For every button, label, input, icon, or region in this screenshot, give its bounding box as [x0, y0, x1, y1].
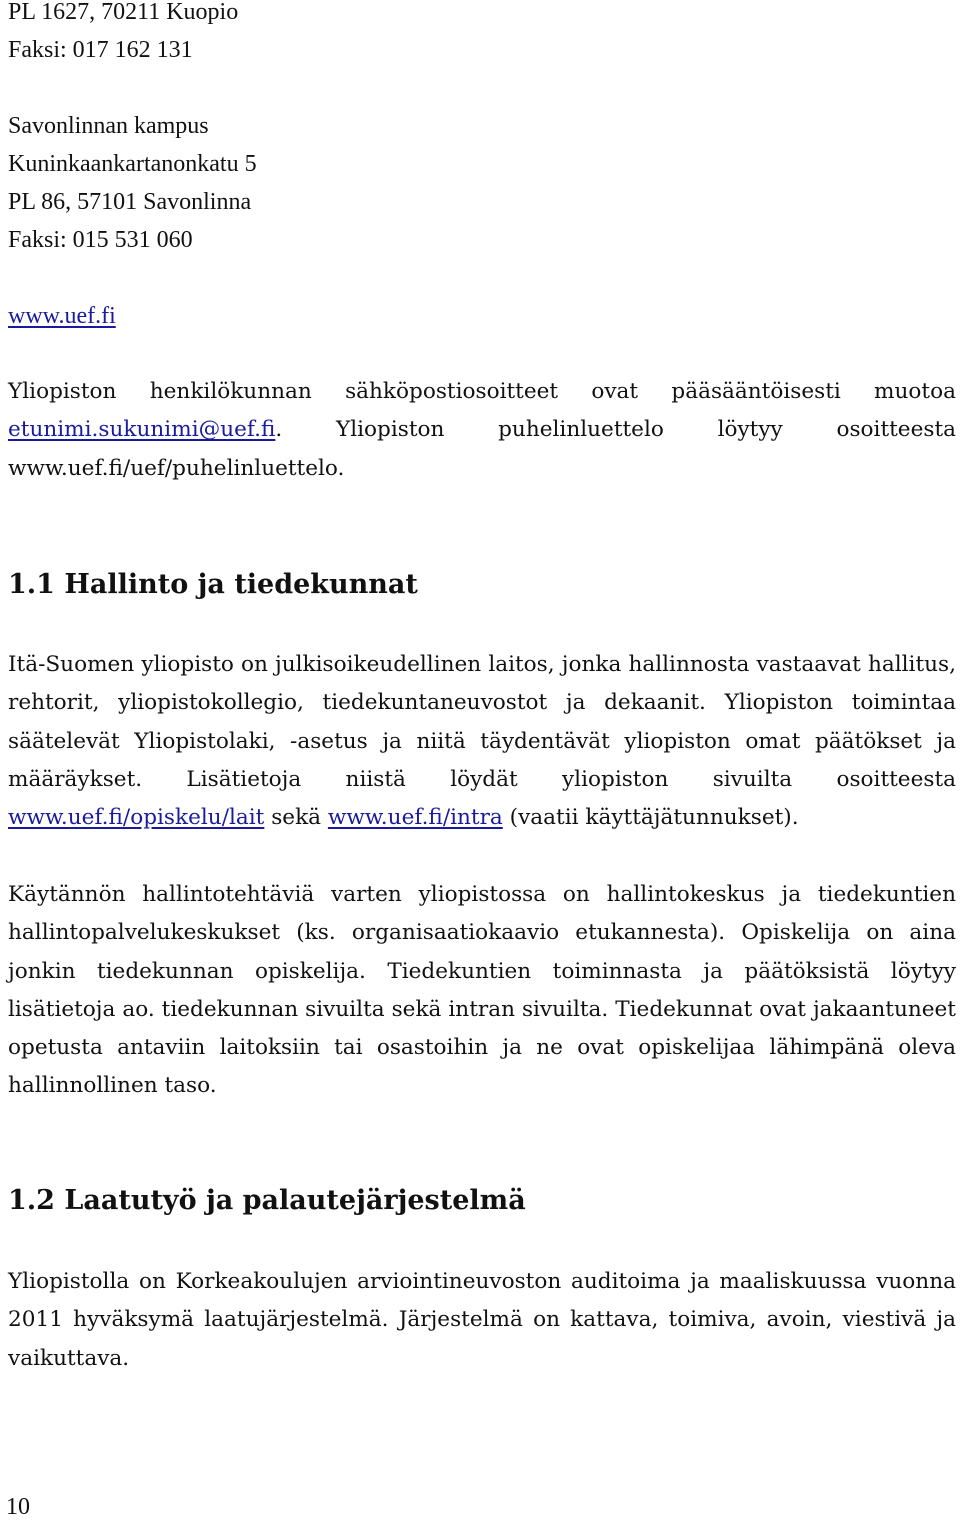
email-info-text: Yliopiston henkilökunnan sähköpostiosoitteet ovat pääsääntöisesti muotoa	[8, 379, 956, 404]
spacer	[8, 259, 257, 297]
credentials-note: (vaatii käyttäjätunnukset).	[502, 805, 799, 831]
section-heading-1-2: 1.2 Laatutyö ja palautejärjestelmä	[8, 1185, 526, 1216]
spacer	[8, 69, 257, 107]
website-link[interactable]: www.uef.fi	[8, 303, 116, 329]
section-1-1-paragraph-1	[8, 646, 956, 837]
page-number: 10	[6, 1494, 30, 1520]
connector-text: sekä	[264, 805, 328, 831]
section-heading-1-1: 1.1 Hallinto ja tiedekunnat	[8, 569, 418, 600]
email-info-paragraph	[8, 373, 956, 488]
savonlinna-street: Kuninkaankartanonkatu 5	[8, 151, 257, 177]
email-info-text-after: . Yliopiston puhelinluettelo löytyy osoitteesta	[275, 417, 956, 443]
kuopio-fax: Faksi: 017 162 131	[8, 37, 193, 63]
intra-link[interactable]: www.uef.fi/intra	[327, 805, 503, 831]
section-1-1-text: Itä-Suomen yliopisto on julkisoikeudellinen laitos, jonka hallinnosta vastaavat hallitus, rehtorit, yliopistokollegio, tiedekuntaneuvostot ja dekaanit. Yliopiston toimintaa säätelevät Yliopistolaki, -asetus ja niitä täydentävät yliopiston omat päätökset ja määräykset. Lisätietoja niistä löydät yliopiston sivuilta osoitteesta	[8, 652, 956, 792]
email-format-link[interactable]: etunimi.sukunimi@uef.fi	[8, 417, 276, 443]
savonlinna-campus: Savonlinnan kampus	[8, 113, 209, 139]
section-1-2-paragraph-1: Yliopistolla on Korkeakoulujen arviointineuvoston auditoima ja maaliskuussa vuonna 2011 hyväksymä laatujärjestelmä. Järjestelmä on kattava, toimiva, avoin, viestivä ja vaikuttava.	[8, 1269, 956, 1371]
section-1-1-paragraph-2: Käytännön hallintotehtäviä varten yliopistossa on hallintokeskus ja tiedekuntien hallintopalvelukeskukset (ks. organisaatiokaavio etukannesta). Opiskelija on aina jonkin tiedekunnan opiskelija. Tiedekuntien toiminnasta ja päätöksistä löytyy lisätietoja ao. tiedekunnan sivuilta sekä intran sivuilta. Tiedekunnat ovat jakaantuneet opetusta antaviin laitoksiin tai osastoihin ja ne ovat opiskelijaa lähimpänä oleva hallinnollinen taso.	[8, 882, 956, 1099]
address-block	[8, 0, 257, 335]
kuopio-po-box: PL 1627, 70211 Kuopio	[8, 0, 239, 25]
laws-link[interactable]: www.uef.fi/opiskelu/lait	[8, 805, 265, 831]
savonlinna-po-box: PL 86, 57101 Savonlinna	[8, 189, 252, 215]
phonebook-url: www.uef.fi/uef/puhelinluettelo.	[8, 455, 345, 481]
savonlinna-fax: Faksi: 015 531 060	[8, 227, 193, 253]
